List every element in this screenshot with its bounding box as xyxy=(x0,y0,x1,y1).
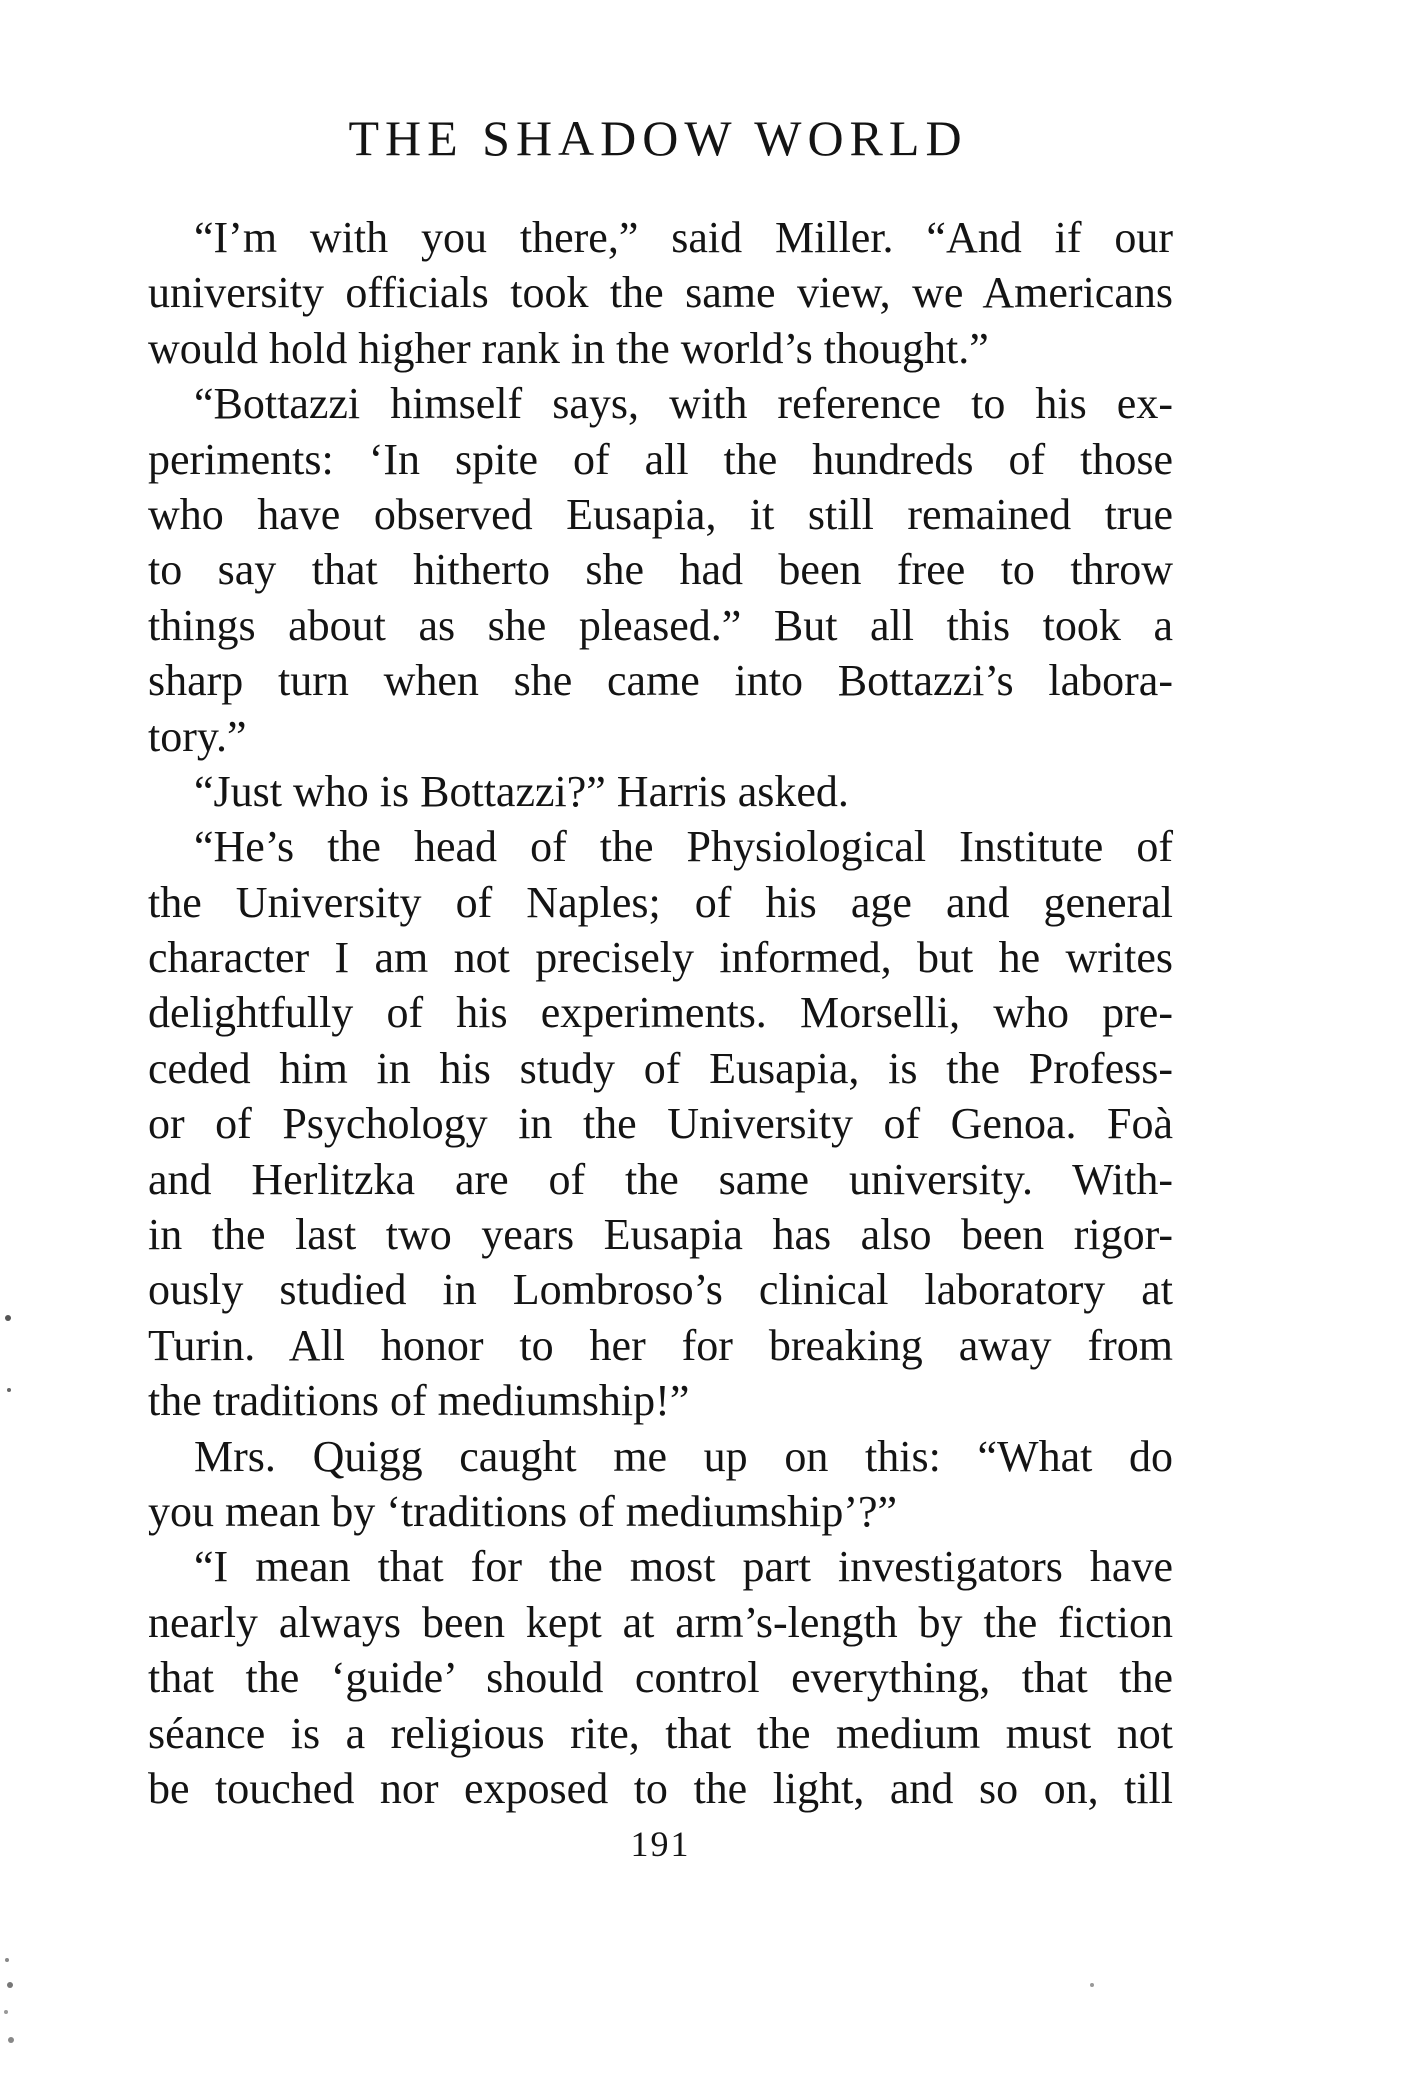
text-line: ceded him in his study of Eusapia, is the Profess- xyxy=(148,1043,1173,1093)
page-number: 191 xyxy=(630,1824,691,1864)
text-line: ously studied in Lombroso’s clinical laboratory at xyxy=(148,1265,1173,1315)
text-line: you mean by ‘traditions of mediumship’?” xyxy=(148,1486,898,1536)
text-line: to say that hitherto she had been free to throw xyxy=(148,545,1173,595)
text-line: Turin. All honor to her for breaking away from xyxy=(148,1320,1173,1370)
text-line: tory.” xyxy=(148,711,247,761)
text-line: delightfully of his experiments. Morselli, who pre- xyxy=(148,988,1173,1038)
text-line: university officials took the same view, we Americans xyxy=(148,268,1173,318)
speck xyxy=(5,1958,9,1962)
text-line: or of Psychology in the University of Genoa. Foà xyxy=(148,1099,1173,1149)
text-line: and Herlitzka are of the same university. With- xyxy=(148,1154,1173,1204)
text-line: the University of Naples; of his age and general xyxy=(148,877,1173,927)
text-line: the traditions of mediumship!” xyxy=(148,1376,690,1426)
text-line: that the ‘guide’ should control everything, that the xyxy=(148,1653,1173,1703)
speck xyxy=(1090,1983,1094,1987)
speck xyxy=(8,2037,14,2043)
text-line: “Bottazzi himself says, with reference to his ex- xyxy=(194,379,1173,429)
text-line: periments: ‘In spite of all the hundreds of those xyxy=(148,434,1173,484)
text-line: character I am not precisely informed, but he writes xyxy=(148,933,1173,983)
text-line: séance is a religious rite, that the medium must not xyxy=(148,1708,1173,1758)
speck xyxy=(5,1315,11,1321)
text-line: Mrs. Quigg caught me up on this: “What do xyxy=(194,1431,1173,1481)
text-line: “He’s the head of the Physiological Institute of xyxy=(194,822,1173,872)
text-line: “I mean that for the most part investigators have xyxy=(194,1542,1173,1592)
text-line: who have observed Eusapia, it still remained true xyxy=(148,489,1173,539)
text-line: “Just who is Bottazzi?” Harris asked. xyxy=(194,766,849,816)
speck xyxy=(4,2010,8,2014)
text-line: would hold higher rank in the world’s thought.” xyxy=(148,323,989,373)
text-line: things about as she pleased.” But all this took a xyxy=(148,600,1173,650)
text-line: nearly always been kept at arm’s-length by the fiction xyxy=(148,1597,1173,1647)
text-line: be touched nor exposed to the light, and so on, till xyxy=(148,1763,1173,1813)
speck xyxy=(7,1982,13,1988)
text-line: sharp turn when she came into Bottazzi’s labora- xyxy=(148,656,1173,706)
text-line: in the last two years Eusapia has also been rigor- xyxy=(148,1210,1173,1260)
text-line: “I’m with you there,” said Miller. “And if our xyxy=(194,213,1173,262)
running-head: THE SHADOW WORLD xyxy=(348,110,968,166)
speck xyxy=(7,1388,11,1392)
